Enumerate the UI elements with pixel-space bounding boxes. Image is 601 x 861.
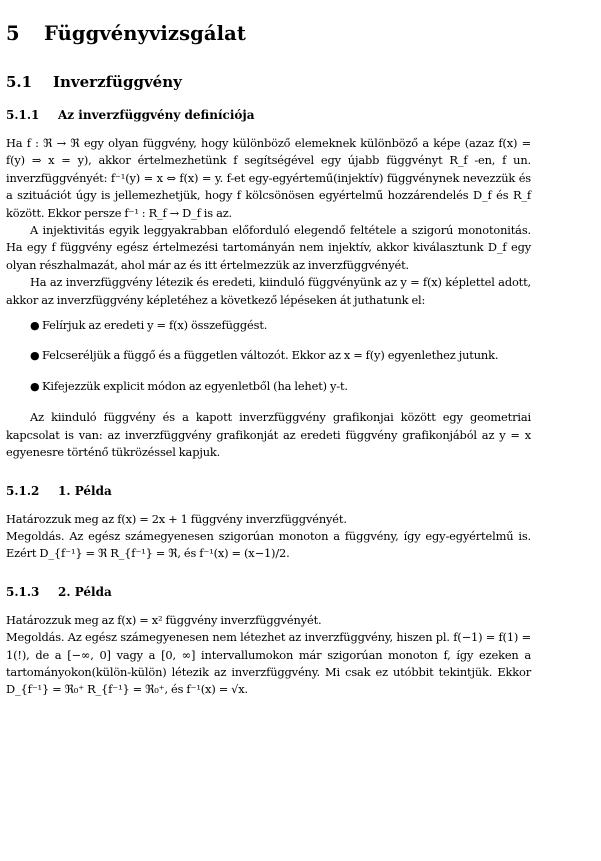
- injectivity-paragraph: A injektivitás egyik leggyakrabban előforduló elegendő feltétele a szigorú monotonitás. Ha egy f függvény egész értelmezési tartományán nem injektív, akkor kiválasztunk D_f egy olyan részhalmazát, ahol már az és itt értelmezzük az inverzfüggvényét.: [6, 223, 531, 272]
- subsection-heading-example-1: [6, 484, 531, 499]
- section-heading: [6, 73, 531, 92]
- list-item-text: Kifejezzük explicit módon az egyenletből (ha lehet) y-t.: [42, 378, 348, 393]
- example-1-section: [6, 484, 531, 563]
- example-2-task: Határozzuk meg az f(x) = x² függvény inverzfüggvényét.: [6, 612, 322, 627]
- geometric-relation-paragraph: Az kiinduló függvény és a kapott inverzfüggvény grafikonjai között egy geometriai kapcsolat is van: az inverzfüggvény grafikonját az eredeti függvény grafikonjából az y = x egyenesre történő tükrözéssel kapjuk.: [6, 410, 531, 460]
- subsection-number: 5.1.2: [6, 483, 40, 498]
- list-item: [30, 347, 531, 364]
- example-1-task: Határozzuk meg az f(x) = 2x + 1 függvény inverzfüggvényét.: [6, 511, 347, 526]
- section-title: Inverzfüggvény: [53, 73, 182, 91]
- example-1-solution: Megoldás. Az egész számegyenesen szigorúan monoton a függvény, így egy-egyértelmű is. Ezért D_{f⁻¹} = ℜ R_{f⁻¹} = ℜ, és f⁻¹(x) = (x−1)/2.: [6, 528, 531, 561]
- subsection-number: 5.1.3: [6, 584, 40, 599]
- procedure-steps-list: [6, 317, 531, 395]
- subsection-heading-example-2: [6, 585, 531, 600]
- bullet-icon: ●: [30, 319, 40, 333]
- list-item-text: Felcseréljük a függő és a független változót. Ekkor az x = f(y) egyenlethez jutunk.: [42, 348, 499, 363]
- subsection-title: Az inverzfüggvény definíciója: [58, 108, 255, 122]
- subsection-title: 1. Példa: [58, 483, 112, 498]
- list-item: [30, 317, 531, 334]
- list-item-text: Felírjuk az eredeti y = f(x) összefüggést.: [42, 318, 268, 333]
- example-2-section: [6, 585, 531, 699]
- chapter-heading: [6, 22, 531, 46]
- bullet-icon: ●: [30, 379, 40, 393]
- subsection-number: 5.1.1: [6, 108, 40, 122]
- definition-paragraph: Ha f : ℜ → ℜ egy olyan függvény, hogy különböző elemeknek különböző a képe (azaz f(x) = f(y) ⇒ x = y), akkor értelmezhetünk f segítségével egy újabb függvényt R_f -en, f un. inverzfüggvényét: f⁻¹(y) = x ⇔ f(x) = y. f-et egy-egyértemű(injektív) függvénynek nevezzük és a szituációt úgy is jellemezhetjük, hogy f kölcsönösen egyértelmű hozzárendelés D_f és R_f között. Ekkor persze f⁻¹ : R_f → D_f is az.: [6, 136, 531, 220]
- list-item: [30, 378, 531, 395]
- chapter-title: Függvényvizsgálat: [44, 22, 247, 45]
- subsection-heading-definition: [6, 108, 531, 123]
- bullet-icon: ●: [30, 349, 40, 363]
- chapter-number: 5: [6, 22, 20, 45]
- example-2-solution: Megoldás. Az egész számegyenesen nem létezhet az inverzfüggvény, hiszen pl. f(−1) = f(1) = 1(!), de a [−∞, 0] vagy a [0, ∞] intervallumokon már szigorúan monoton f, így ezeken a tartományokon(külön-külön) létezik az inverzfüggvény. Mi csak ez utóbbit tekintjük. Ekkor D_{f⁻¹} = ℜ₀⁺ R_{f⁻¹} = ℜ₀⁺, és f⁻¹(x) = √x.: [6, 630, 531, 697]
- document-page: [6, 22, 531, 699]
- section-number: 5.1: [6, 73, 33, 91]
- procedure-intro-paragraph: Ha az inverzfüggvény létezik és eredeti, kiinduló függvényünk az y = f(x) képlettel adott, akkor az inverzfüggvény képletéhez a következő lépéseken át juthatunk el:: [6, 275, 531, 307]
- subsection-title: 2. Példa: [58, 584, 112, 599]
